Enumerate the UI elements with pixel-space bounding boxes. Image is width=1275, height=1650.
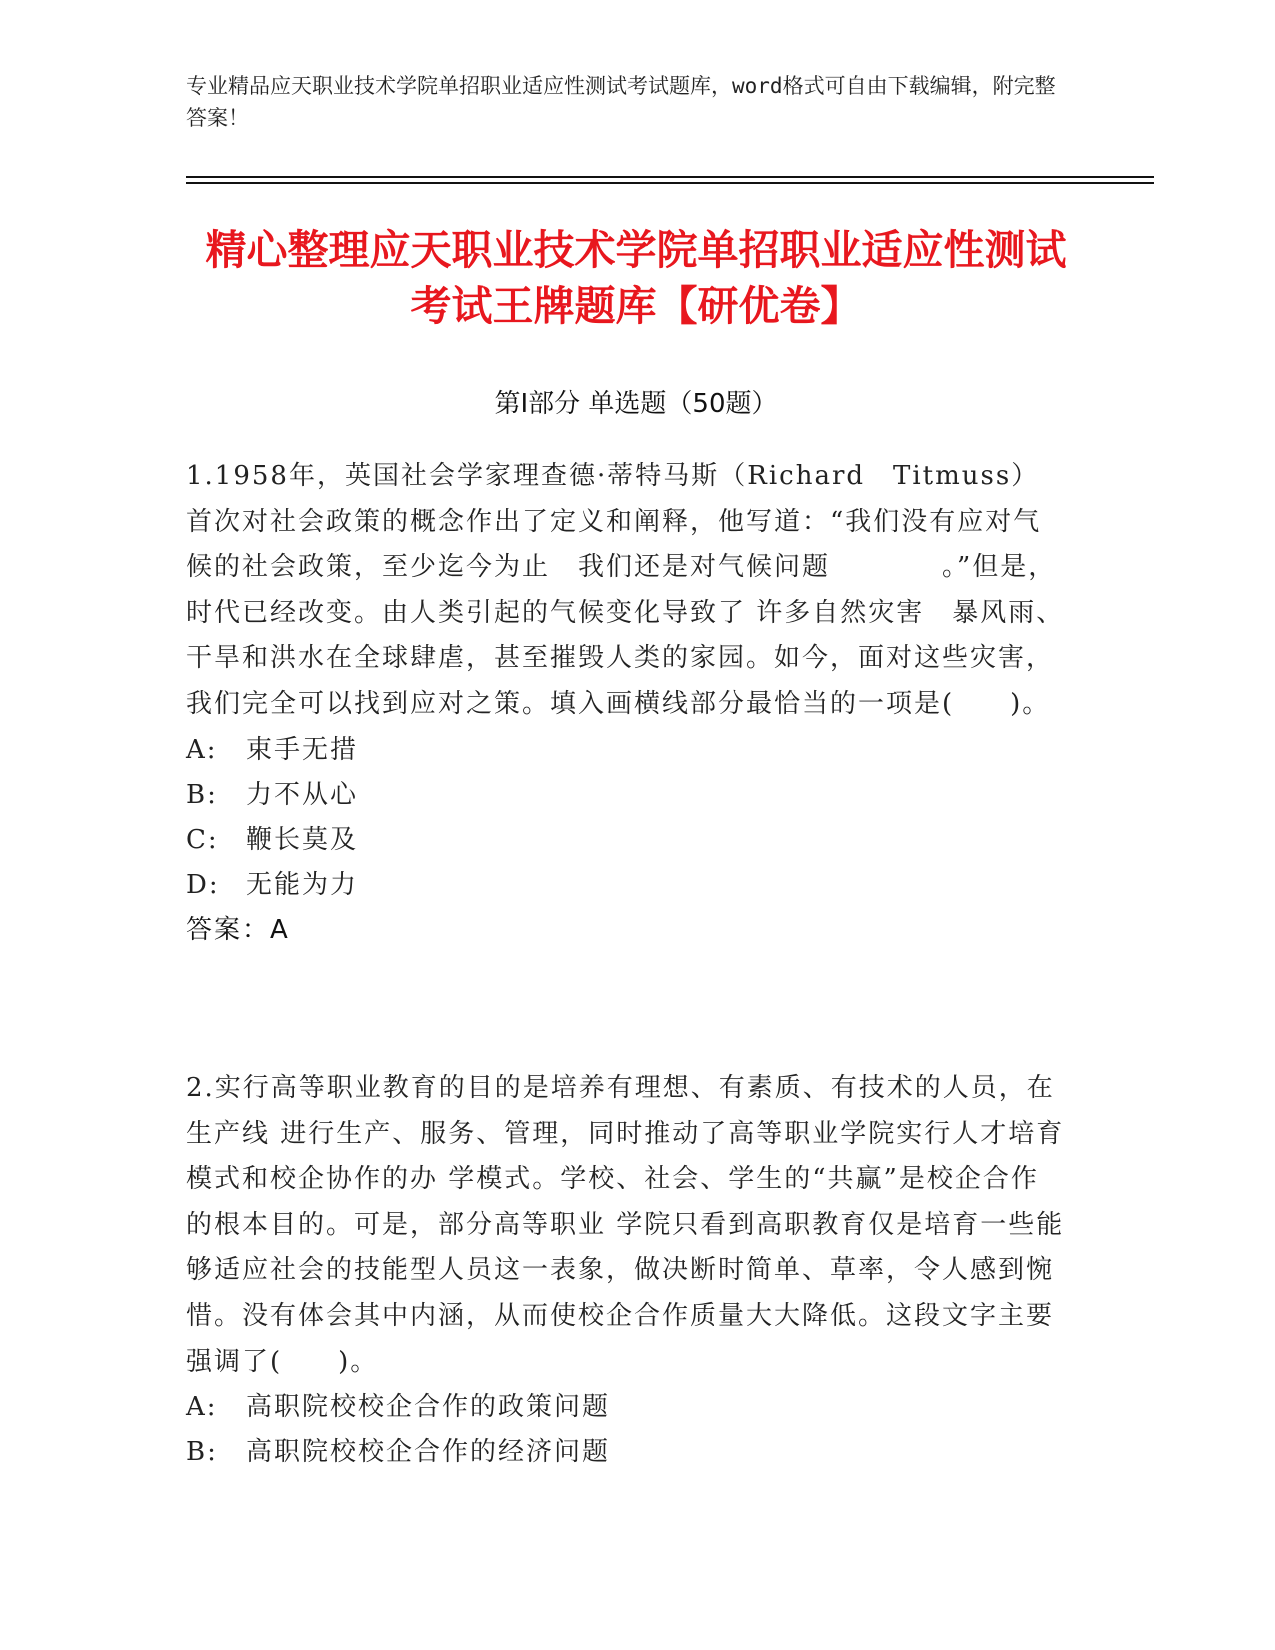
section-title: 第Ⅰ部分 单选题（50题） [494, 389, 778, 419]
option-c [186, 818, 1066, 863]
option-key: B: [186, 1437, 218, 1468]
option-key: A: [186, 1392, 218, 1423]
option-a [186, 728, 1066, 773]
question-1 [186, 454, 1066, 953]
option-key: C: [186, 824, 219, 855]
option-b [186, 1430, 1066, 1475]
option-key: A: [186, 734, 218, 765]
question-stem: 1.1958年，英国社会学家理查德·蒂特马斯（Richard Titmuss）首次对社会政策的概念作出了定义和阐释，他写道：“我们没有应对气候的社会政策，至少迄今为止 我们还是对气候问题 。”但是，时代已经改变。由人类引起的气候变化导致了 许多自然灾害 暴风雨、干旱和洪水在全球肆虐，甚至摧毁人类的家园。如今，面对这些灾害，我们完全可以找到应对之策。填入画横线部分最恰当的一项是( )。 [186, 461, 1065, 719]
option-key: B: [186, 779, 218, 810]
header-divider-secondary [186, 182, 1154, 184]
option-text: 束手无措 [246, 734, 359, 765]
option-text: 无能为力 [246, 869, 359, 900]
option-text: 高职院校校企合作的经济问题 [246, 1437, 611, 1468]
header-divider [186, 176, 1154, 178]
document-title: 精心整理应天职业技术学院单招职业适应性测试考试王牌题库【研优卷】 [205, 226, 1067, 330]
option-text: 力不从心 [246, 779, 359, 810]
question-2 [186, 1066, 1066, 1475]
question-stem: 2.实行高等职业教育的目的是培养有理想、有素质、有技术的人员，在生产线 进行生产、服务、管理，同时推动了高等职业学院实行人才培育模式和校企协作的办 学模式。学校、社会、学生的“共赢”是校企合作的根本目的。可是，部分高等职业 学院只看到高职教育仅是培育一些能够适应社会的技能型人员这一表象，做决断时简单、草率，令人感到惋惜。没有体会其中内涵，从而使校企合作质量大大降低。这段文字主要强调了( )。 [186, 1073, 1065, 1377]
option-key: D: [186, 869, 220, 900]
option-d [186, 863, 1066, 908]
answer-line: 答案：A [186, 914, 290, 945]
header-note: 专业精品应天职业技术学院单招职业适应性测试考试题库，word格式可自由下载编辑，附完整答案！ [186, 74, 1056, 130]
option-b [186, 773, 1066, 818]
option-a [186, 1385, 1066, 1430]
option-text: 鞭长莫及 [246, 824, 359, 855]
option-text: 高职院校校企合作的政策问题 [246, 1392, 611, 1423]
